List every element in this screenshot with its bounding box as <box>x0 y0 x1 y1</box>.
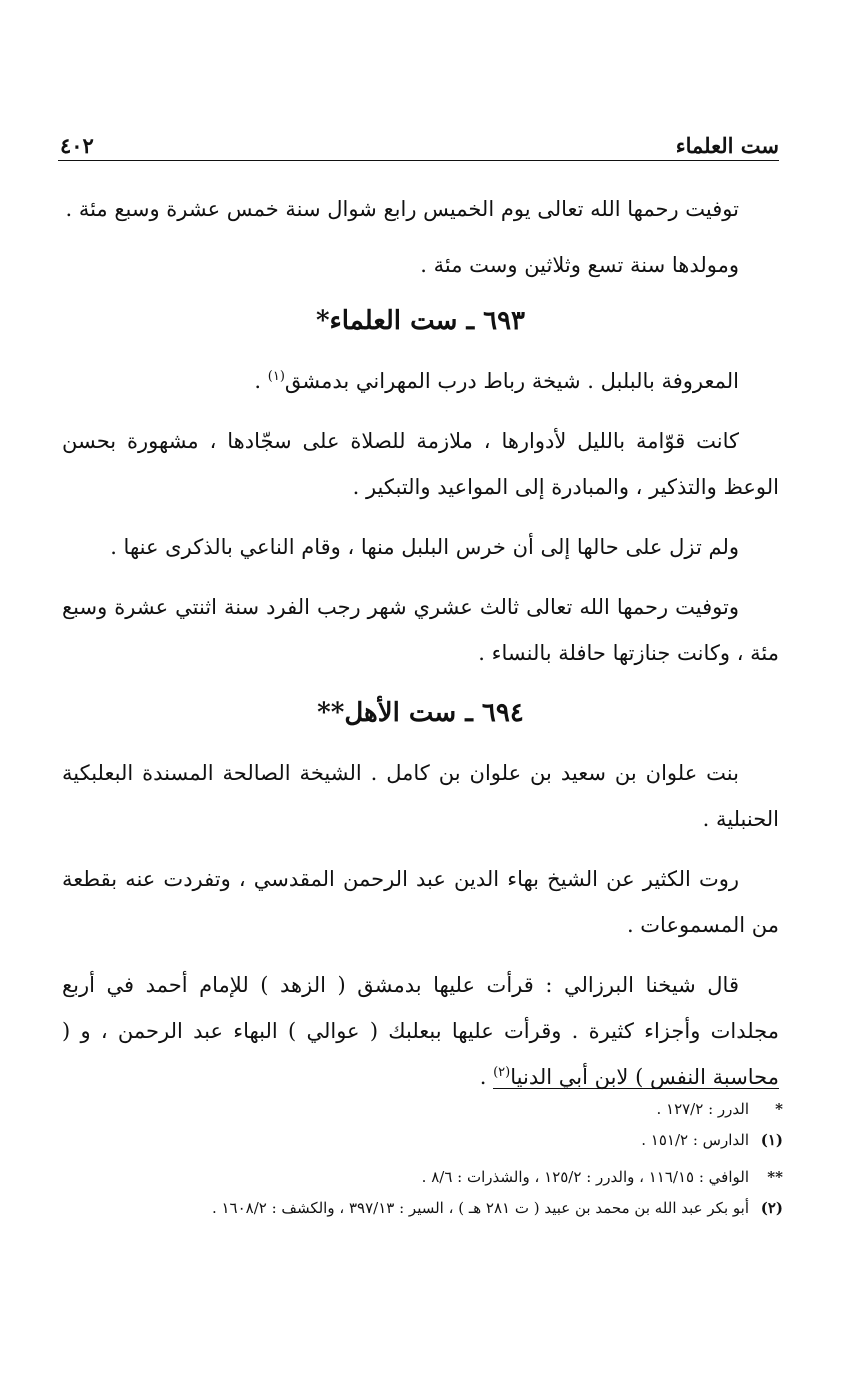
paragraph <box>62 358 779 404</box>
running-title: ست العلماء <box>675 133 779 158</box>
footnote-text: الوافي : ١١٦/١٥ ، والدرر : ١٢٥/٢ ، والشذرات : ٨/٦ . <box>421 1168 749 1186</box>
paragraph <box>62 962 779 1100</box>
paragraph-end: . <box>254 369 268 393</box>
paragraph-text: قال شيخنا البرزالي : قرأت عليها بدمشق ( الزهد ) للإمام أحمد في أربع مجلدات وأجزاء كثيرة . وقرأت عليها ببعلبك ( عوالي ) البهاء عبد الرحمن ، و ( محاسبة النفس ) لابن أبي الدنيا <box>62 973 779 1089</box>
paragraph: ولم تزل على حالها إلى أن خرس البلبل منها ، وقام الناعي بالذكرى عنها . <box>110 535 739 559</box>
running-header <box>60 118 779 158</box>
paragraph: توفيت رحمها الله تعالى يوم الخميس رابع شوال سنة خمس عشرة وسبع مئة . <box>65 197 739 221</box>
footnote-mark: * <box>775 1100 783 1118</box>
paragraph-end: . <box>479 1065 494 1089</box>
paragraph: روت الكثير عن الشيخ بهاء الدين عبد الرحمن المقدسي ، وتفردت عنه بقطعة من المسموعات . <box>62 867 779 937</box>
footnote-ref-2: (٢) <box>493 1065 511 1080</box>
footnote-mark: (٢) <box>760 1199 783 1217</box>
footnote-rule <box>493 1088 779 1089</box>
paragraph: بنت علوان بن سعيد بن علوان بن كامل . الشيخة الصالحة المسندة البعلبكية الحنبلية . <box>62 761 779 831</box>
paragraph: كانت قوّامة بالليل لأدوارها ، ملازمة للصلاة على سجّادها ، مشهورة بحسن الوعظ والتذكير ، والمبادرة إلى المواعيد والتبكير . <box>62 429 779 499</box>
footnote-mark: ** <box>767 1168 783 1186</box>
page-number: ٤٠٢ <box>60 133 94 158</box>
footnote-text: أبو بكر عبد الله بن محمد بن عبيد ( ت ٢٨١ هـ ) ، السير : ٣٩٧/١٣ ، والكشف : ١٦٠٨/٢ . <box>211 1199 749 1217</box>
entry-title-693: ٦٩٣ ـ ست العلماء* <box>315 306 526 336</box>
paragraph: ومولدها سنة تسع وثلاثين وست مئة . <box>420 253 739 277</box>
footnote <box>62 1162 783 1193</box>
entry-title-694: ٦٩٤ ـ ست الأهل** <box>317 698 524 728</box>
footnote-text: الدارس : ١٥١/٢ . <box>641 1131 749 1149</box>
footnote <box>62 1125 783 1156</box>
footnote-mark: (١) <box>760 1131 783 1149</box>
footnote <box>62 1094 783 1125</box>
footnote-text: الدرر : ١٢٧/٢ . <box>656 1100 749 1118</box>
header-rule <box>58 160 779 161</box>
footnote <box>62 1193 783 1224</box>
paragraph-text: المعروفة بالبلبل . شيخة رباط درب المهراني بدمشق <box>284 369 739 393</box>
footnote-ref-1: (١) <box>267 369 285 384</box>
footnotes <box>62 1094 783 1224</box>
paragraph: وتوفيت رحمها الله تعالى ثالث عشري شهر رجب الفرد سنة اثنتي عشرة وسبع مئة ، وكانت جنازتها حافلة بالنساء . <box>62 595 779 665</box>
main-text <box>62 186 779 1114</box>
